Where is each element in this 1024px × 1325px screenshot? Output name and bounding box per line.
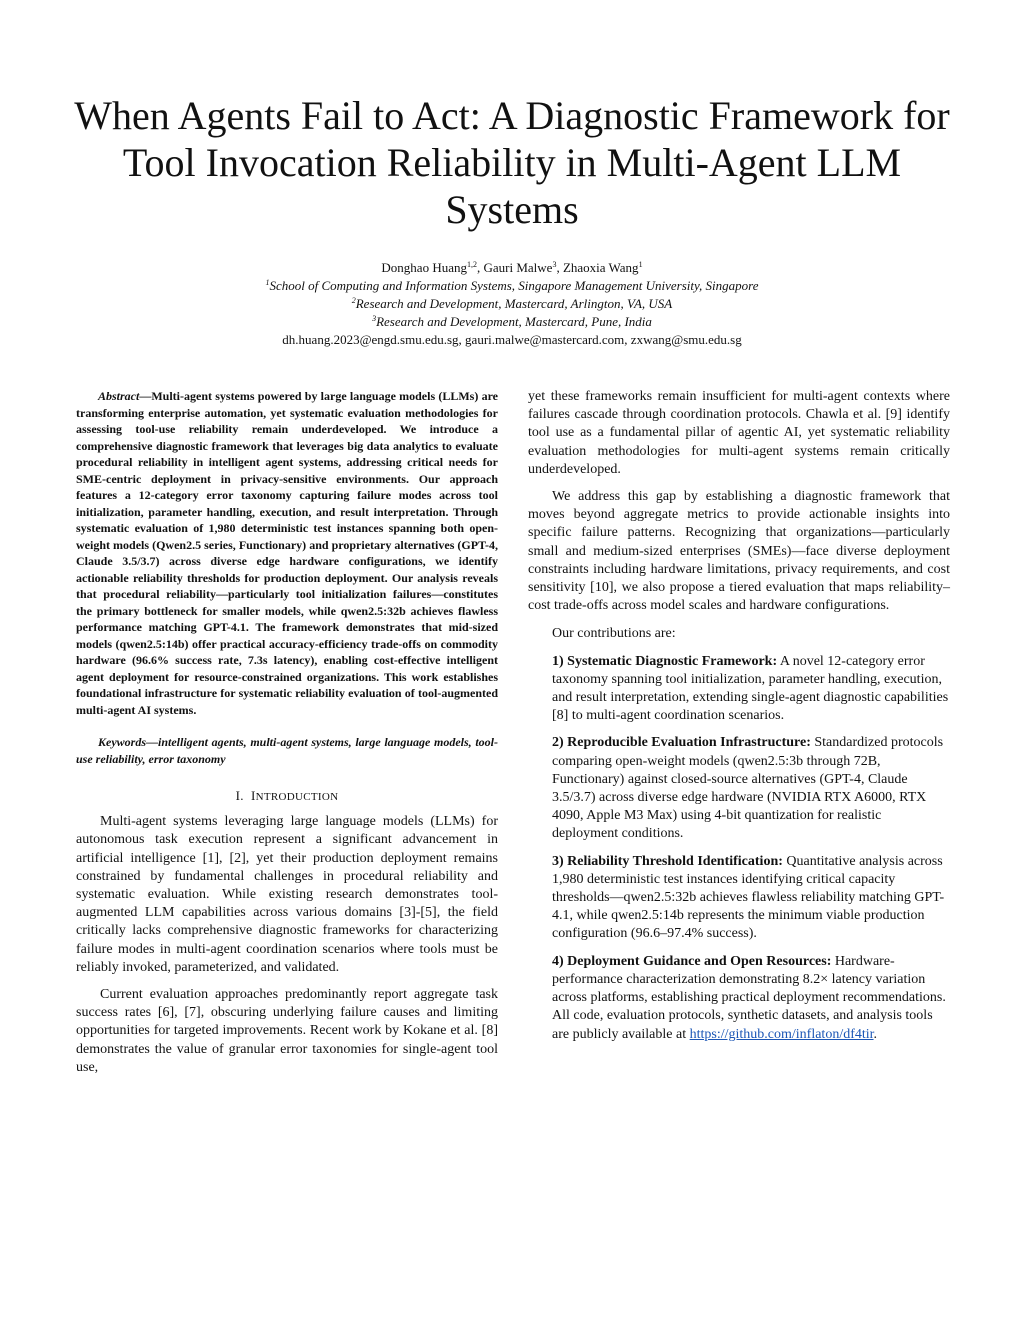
author-name: Zhaoxia Wang bbox=[562, 260, 639, 275]
affiliation bbox=[60, 277, 964, 295]
author-list bbox=[60, 259, 964, 277]
affiliation-sup: 2 bbox=[351, 296, 356, 305]
introduction-body bbox=[76, 813, 498, 1077]
abstract-text: Multi-agent systems powered by large language models (LLMs) are transforming enterprise automation, yet systematic evaluation methodologies for assessing tool-use reliability remain underdeveloped. We introduce a comprehensive diagnostic framework that leverages big data analytics to evaluate procedural reliability in intelligent agent systems, addressing critical needs for SME-centric deployment in privacy-sensitive environments. Our approach features a 12-category error taxonomy capturing failure modes across tool initialization, parameter handling, execution, and result interpretation. Through systematic evaluation of 1,980 deterministic test instances spanning both open-weight models (Qwen2.5 series, Functionary) and proprietary alternatives (GPT-4, Claude 3.5/3.7) across diverse edge hardware configurations, we identify actionable reliability thresholds for production deployment. Our analysis reveals that procedural reliability—particularly tool initialization failures—constitutes the primary bottleneck for smaller models, while qwen2.5:32b achieves flawless performance matching GPT-4.1. The framework demonstrates that mid-sized models (qwen2.5:14b) offer practical accuracy-efficiency trade-offs on commodity hardware (96.6% success rate, 7.3s latency), enabling cost-effective intelligent agent deployment for resource-constrained organizations. This work establishes foundational infrastructure for systematic reliability evaluation of tool-augmented multi-agent AI systems. bbox=[76, 389, 498, 717]
abstract bbox=[76, 388, 498, 718]
keywords-lead: Keywords bbox=[98, 735, 146, 749]
author-sup: 1,2 bbox=[467, 260, 477, 269]
author-block bbox=[60, 259, 964, 349]
section-heading bbox=[76, 787, 498, 806]
contributions-intro: Our contributions are: bbox=[552, 626, 676, 642]
author-sep: , bbox=[477, 260, 484, 275]
paper-title: When Agents Fail to Act: A Diagnostic Framework for Tool Invocation Reliability in Multi-Agent LLM Systems bbox=[74, 93, 950, 232]
contribution-text: Standardized protocols comparing open-weight models (qwen2.5:3b through 72B, Functionary) against closed-source alternatives (GPT-4, Claude 3.5/3.7) across diverse edge hardware (NVIDIA RTX A6000, RTX 4090, Apple M3 Max) using 4-bit quantization for realistic deployment conditions. bbox=[552, 735, 944, 842]
paragraph: yet these frameworks remain insufficient for multi-agent contexts where failures cascade through coordination protocols. Chawla et al. [9] identify tool use as a fundamental pillar of agentic AI, yet systematic reliability evaluation methodologies for multi-agent systems remain critically underdeveloped. bbox=[528, 389, 950, 477]
contribution-text: Hardware-performance characterization demonstrating 8.2× latency variation across platforms, establishing practical deployment recommendations. All code, evaluation protocols, synthetic datasets, and analysis tools are publicly available at bbox=[552, 953, 946, 1042]
paragraph: Multi-agent systems leveraging large language models (LLMs) for autonomous task execution represent a significant advancement in artificial intelligence [1], [2], yet their production deployment remains constrained by fundamental challenges in procedural reliability and systematic evaluation. While existing research demonstrates tool-augmented LLM capabilities across various domains [3]-[5], the field critically lacks comprehensive diagnostic frameworks for characterizing failure modes in multi-agent coordination scenarios where tools must be reliably invoked, parameterized, and validated. bbox=[76, 814, 498, 975]
right-column bbox=[528, 388, 950, 1044]
author-sep: , bbox=[556, 260, 563, 275]
left-column bbox=[76, 388, 498, 1077]
contribution-item bbox=[552, 734, 950, 843]
contribution-item bbox=[552, 653, 950, 726]
author-sup: 3 bbox=[552, 260, 557, 269]
author-sup: 1 bbox=[638, 260, 643, 269]
affiliation-text: School of Computing and Information Systems, Singapore Management University, Singapore bbox=[269, 278, 759, 293]
link-suffix: . bbox=[873, 1026, 878, 1042]
contribution-text: Quantitative analysis across 1,980 deterministic test instances identifying critical capacity thresholds—qwen2.5:32b achieves flawless reliability matching GPT-4.1, while qwen2.5:14b represents the minimum viable production configuration (96.6–97.4% success). bbox=[552, 853, 945, 942]
keywords-dash: — bbox=[146, 735, 158, 749]
section-title-initial: I bbox=[250, 788, 256, 803]
github-link[interactable]: https://github.com/inflaton/df4tir bbox=[689, 1026, 874, 1042]
paragraph: We address this gap by establishing a diagnostic framework that moves beyond aggregate metrics to provide actionable insights into specific failure patterns. Recognizing that organizations—particularly small and medium-sized enterprises (SMEs)—face diverse deployment constraints including hardware limitations, privacy requirements, and cost sensitivity [10], we also propose a tiered evaluation that maps reliability–cost trade-offs across model scales and hardware configurations. bbox=[528, 489, 950, 614]
contribution-text: A novel 12-category error taxonomy spanning tool initialization, parameter handling, execution, and result interpretation, extending single-agent diagnostic capabilities [8] to multi-agent coordination scenarios. bbox=[552, 653, 949, 724]
author-name: Gauri Malwe bbox=[483, 260, 553, 275]
abstract-dash: — bbox=[139, 389, 152, 403]
section-number: I. bbox=[235, 788, 244, 803]
contribution-label: 3) Reliability Threshold Identification: bbox=[552, 853, 783, 869]
affiliation-text: Research and Development, Mastercard, Arlington, VA, USA bbox=[355, 296, 673, 311]
keywords bbox=[76, 734, 498, 767]
contribution-label: 4) Deployment Guidance and Open Resources: bbox=[552, 953, 832, 969]
affiliation-sup: 1 bbox=[265, 278, 270, 287]
contribution-label: 2) Reproducible Evaluation Infrastructure: bbox=[552, 735, 811, 751]
affiliation-sup: 3 bbox=[372, 314, 377, 323]
author-emails: dh.huang.2023@engd.smu.edu.sg, gauri.malwe@mastercard.com, zxwang@smu.edu.sg bbox=[282, 332, 742, 347]
contribution-item bbox=[552, 953, 950, 1044]
contribution-item bbox=[552, 853, 950, 944]
affiliation bbox=[60, 295, 964, 313]
affiliation-text: Research and Development, Mastercard, Pune, India bbox=[376, 314, 652, 329]
author-name: Donghao Huang bbox=[381, 260, 467, 275]
keywords-text: intelligent agents, multi-agent systems, large language models, tool-use reliability, error taxonomy bbox=[76, 735, 498, 766]
affiliation bbox=[60, 313, 964, 331]
contribution-label: 1) Systematic Diagnostic Framework: bbox=[552, 653, 778, 669]
paragraph: Current evaluation approaches predominantly report aggregate task success rates [6], [7], obscuring underlying failure causes and limiting opportunities for targeted improvements. Recent work by Kokane et al. [8] demonstrates the value of granular error taxonomies for single-agent tool use, bbox=[76, 987, 498, 1075]
section-title-rest: NTRODUCTION bbox=[255, 791, 339, 803]
abstract-lead: Abstract bbox=[98, 389, 140, 403]
